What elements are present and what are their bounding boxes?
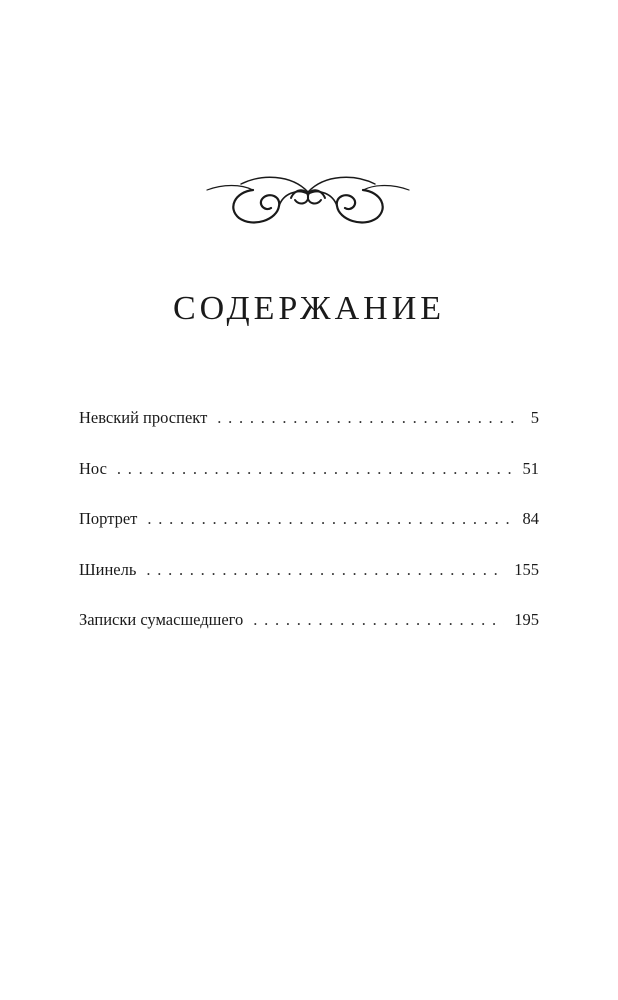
- toc-entry[interactable]: [79, 552, 539, 603]
- page-title: СОДЕРЖАНИЕ: [172, 290, 446, 327]
- toc-entry-page-number: 84: [522, 509, 539, 528]
- dot-leader: [147, 501, 512, 537]
- toc-entry-title: Нос: [79, 458, 107, 478]
- toc-entry-title: Шинель: [79, 559, 137, 579]
- toc-entry-page-number: 5: [530, 408, 539, 427]
- toc-entry-page-number: 51: [522, 458, 539, 478]
- toc-entry-title: Портрет: [79, 509, 138, 528]
- toc-entry[interactable]: [79, 400, 539, 451]
- dot-leader: [146, 552, 504, 588]
- flourish-ornament-icon: [205, 170, 411, 232]
- toc-entry[interactable]: [79, 602, 539, 653]
- dot-leader: [117, 451, 513, 487]
- toc-entry-page-number: 195: [514, 610, 539, 629]
- table-of-contents: [79, 400, 539, 653]
- toc-entry-page-number: 155: [514, 559, 539, 579]
- toc-entry[interactable]: [79, 451, 539, 502]
- toc-entry-title: Записки сумасшедшего: [79, 610, 244, 629]
- toc-entry[interactable]: [79, 501, 539, 552]
- dot-leader: [253, 602, 504, 638]
- dot-leader: [217, 400, 520, 436]
- toc-entry-title: Невский проспект: [79, 408, 208, 427]
